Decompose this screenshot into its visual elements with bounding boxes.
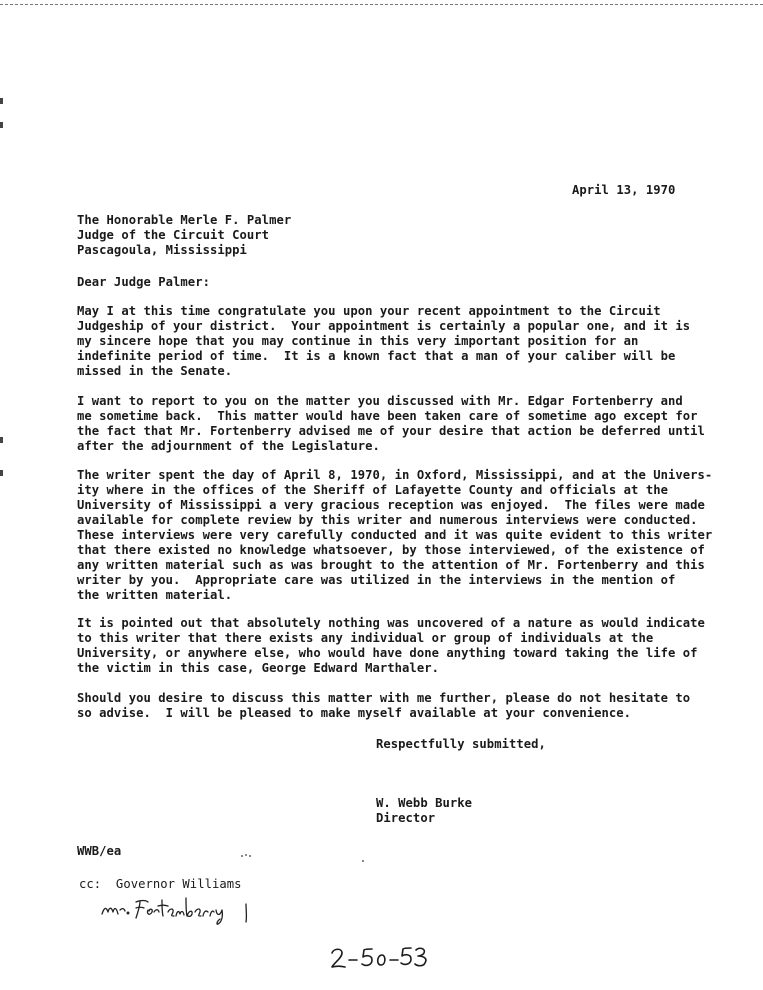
body-paragraph-1: May I at this time congratulate you upon your recent appointment to the Circuit Judgeship of your district. Your appointment is certainly a popular one, and it is my sincere hope that you may continue in this very important position for an indefinite period of time. It is a known fact that a man of your caliber will be missed in the Senate. [77, 304, 691, 378]
cc-line: cc: Governor Williams [79, 877, 242, 891]
signature-block [376, 796, 472, 826]
body-paragraph-3: The writer spent the day of April 8, 1970, in Oxford, Mississippi, and at the Univers- ity where in the offices of the Sheriff of Lafayette County and officials at the University of Mississippi a very gracious reception was enjoyed. The files were made available for complete review by this writer and numerous interviews were conducted. These interviews were very carefully conducted and it was quite evident to this writer that there existed no knowledge whatsoever, by those interviewed, of the existence of any written material such as was brought to the attention of Mr. Fortenberry and this writer by you. Appropriate care was utilized in the interviews in the mention of the written material. [77, 468, 713, 602]
body-paragraph-2: I want to report to you on the matter you discussed with Mr. Edgar Fortenberry and me sometime back. This matter would have been taken care of sometime ago except for the fact that Mr. Fortenberry advised me of your desire that action be deferred until after the adjournment of the Legislature. [77, 394, 705, 453]
recipient-address [77, 213, 291, 258]
left-edge-marks [0, 0, 3, 990]
handwritten-file-number [330, 943, 440, 975]
signer-title: Director [376, 811, 436, 825]
handwritten-cc-signature [100, 890, 270, 926]
recipient-line: Judge of the Circuit Court [77, 228, 270, 242]
salutation: Dear Judge Palmer: [77, 275, 210, 289]
closing: Respectfully submitted, [376, 737, 546, 751]
scan-speck [362, 860, 364, 862]
signer-name: W. Webb Burke [376, 796, 473, 810]
recipient-line: The Honorable Merle F. Palmer [77, 213, 292, 227]
body-paragraph-4: It is pointed out that absolutely nothing was uncovered of a nature as would indicate to this writer that there exists any individual or group of individuals at the University, or anywhere else, who would have done anything toward taking the life of the victim in this case, George Edward Marthaler. [77, 616, 705, 675]
body-paragraph-5: Should you desire to discuss this matter with me further, please do not hesitate to so advise. I will be pleased to make myself available at your convenience. [77, 691, 691, 720]
scan-speck [241, 854, 251, 857]
top-edge-line [0, 4, 763, 5]
letter-date: April 13, 1970 [572, 183, 676, 197]
typist-initials: WWB/ea [77, 844, 122, 858]
recipient-line: Pascagoula, Mississippi [77, 243, 247, 257]
